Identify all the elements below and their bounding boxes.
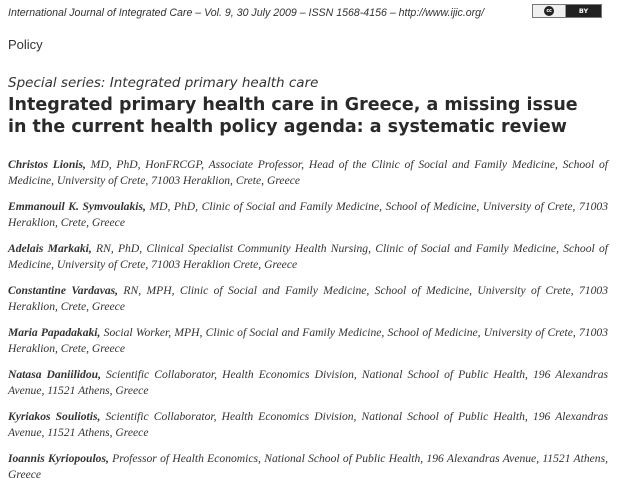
author-name: Ioannis Kyriopoulos, [8, 452, 109, 465]
author-affiliation: Scientific Collaborator, Health Economics Division, National School of Public Health, 196 Alexandras Avenue, 11521 Athens, Greece [8, 410, 609, 439]
cc-by-label: BY [566, 5, 601, 17]
author-name: Kyriakos Souliotis, [8, 410, 101, 423]
cc-left-panel [533, 5, 566, 17]
author-name: Emmanouil K. Symvoulakis, [8, 200, 146, 213]
article-title [8, 94, 608, 138]
creative-commons-icon: cc [544, 6, 554, 16]
author-entry [8, 325, 608, 357]
article-title-line: Integrated primary health care in Greece, a missing issue [8, 95, 578, 115]
author-entry [8, 451, 608, 483]
author-affiliation: Professor of Health Economics, National School of Public Health, 196 Alexandras Avenue, 11521 Athens, Greece [8, 452, 609, 481]
author-entry [8, 367, 608, 399]
author-affiliation: MD, PhD, HonFRCGP, Associate Professor, Head of the Clinic of Social and Family Medicine, School of Medicine, University of Crete, 71003 Heraklion, Crete, Greece [8, 158, 608, 187]
author-affiliation: Social Worker, MPH, Clinic of Social and Family Medicine, School of Medicine, University of Crete, 71003 Heraklion, Crete, Greece [8, 326, 608, 355]
series-label: Special series: Integrated primary health care [8, 75, 319, 91]
author-affiliation: RN, MPH, Clinic of Social and Family Medicine, School of Medicine, University of Crete, 71003 Heraklion, Crete, Greece [8, 284, 608, 313]
author-affiliation: Scientific Collaborator, Health Economics Division, National School of Public Health, 196 Alexandras Avenue, 11521 Athens, Greece [8, 368, 609, 397]
author-name: Constantine Vardavas, [8, 284, 119, 297]
cc-license-badge[interactable] [532, 4, 602, 18]
section-label: Policy [8, 37, 43, 52]
author-list [8, 157, 608, 493]
author-affiliation: MD, PhD, Clinic of Social and Family Medicine, School of Medicine, University of Crete, 71003 Heraklion, Crete, Greece [8, 200, 608, 229]
author-entry [8, 409, 608, 441]
author-name: Adelais Markaki, [8, 242, 92, 255]
author-entry [8, 283, 608, 315]
author-name: Maria Papadakaki, [8, 326, 101, 339]
author-name: Natasa Daniilidou, [8, 368, 101, 381]
author-name: Christos Lionis, [8, 158, 86, 171]
journal-header: International Journal of Integrated Care – Vol. 9, 30 July 2009 – ISSN 1568-4156 – http://www.ijic.org/ [8, 7, 485, 19]
author-entry [8, 157, 608, 189]
author-affiliation: RN, PhD, Clinical Specialist Community Health Nursing, Clinic of Social and Family Medicine, School of Medicine, University of Crete, 71003 Heraklion Crete, Greece [8, 242, 608, 271]
article-title-line: in the current health policy agenda: a systematic review [8, 117, 567, 137]
author-entry [8, 199, 608, 231]
author-entry [8, 241, 608, 273]
